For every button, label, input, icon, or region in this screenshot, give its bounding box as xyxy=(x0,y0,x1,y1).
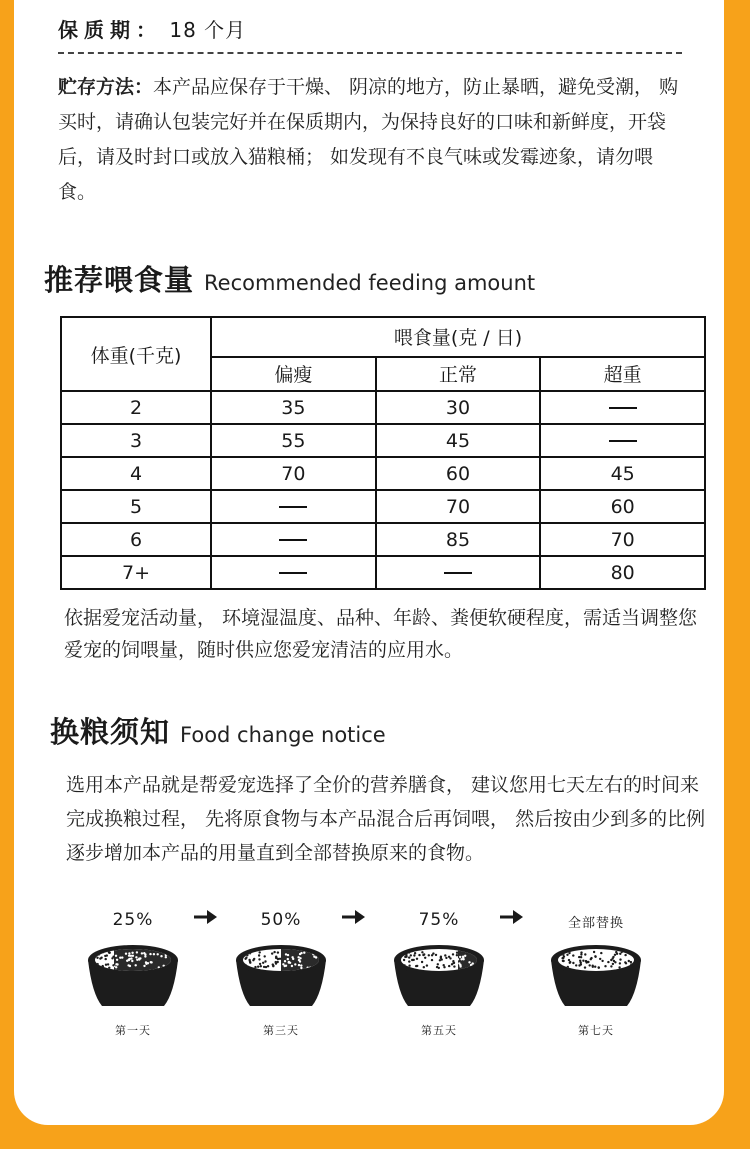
food-change-title-cn: 换粮须知 xyxy=(50,715,171,749)
header-amount: 喂食量(克 / 日) xyxy=(211,317,705,357)
cell-thin: 70 xyxy=(211,457,376,490)
cell-normal xyxy=(376,556,541,589)
feeding-section-title xyxy=(44,258,535,299)
stage-day: 第五天 xyxy=(421,1024,457,1037)
cell-normal: 60 xyxy=(376,457,541,490)
header-weight: 体重(千克) xyxy=(61,317,211,391)
arrow-right-icon xyxy=(193,907,219,932)
dash-mark xyxy=(609,407,637,409)
storage-label: 贮存方法： xyxy=(58,76,154,98)
feeding-table xyxy=(60,316,706,590)
shelf-life-label: 保质期： xyxy=(58,18,162,42)
cell-weight: 4 xyxy=(61,457,211,490)
stage-percent: 全部替换 xyxy=(567,916,624,931)
shelf-life-row xyxy=(58,14,246,43)
cell-normal: 85 xyxy=(376,523,541,556)
cell-normal: 30 xyxy=(376,391,541,424)
stage-4 xyxy=(536,910,656,1038)
dash-mark xyxy=(279,506,307,508)
food-change-title-en: Food change notice xyxy=(180,723,386,747)
food-bowl-icon xyxy=(84,944,182,1008)
stage-percent: 50% xyxy=(260,910,302,930)
table-row xyxy=(61,523,705,556)
cell-over xyxy=(540,424,705,457)
feeding-title-cn: 推荐喂食量 xyxy=(44,263,195,297)
feeding-note: 依据爱宠活动量， 环境湿温度、品种、年龄、粪便软硬程度，需适当调整您爱宠的饲喂量，随时供应您爱宠清洁的应用水。 xyxy=(64,607,698,661)
dash-mark xyxy=(609,440,637,442)
cell-thin xyxy=(211,490,376,523)
stage-day: 第三天 xyxy=(263,1024,299,1037)
header-normal: 正常 xyxy=(376,357,541,391)
table-row xyxy=(61,490,705,523)
cell-normal: 45 xyxy=(376,424,541,457)
table-row xyxy=(61,457,705,490)
dash-mark xyxy=(279,572,307,574)
food-bowl-icon xyxy=(547,944,645,1008)
dash-mark xyxy=(279,539,307,541)
stage-day: 第七天 xyxy=(578,1024,614,1037)
arrow-right-icon xyxy=(499,907,525,932)
stage-2 xyxy=(221,910,341,1038)
storage-text: 本产品应保存于干燥、 阴凉的地方，防止暴晒，避免受潮， 购买时，请确认包装完好并在保质期内，为保持良好的口味和新鲜度，开袋后，请及时封口或放入猫粮桶； 如发现有不良气味或发霉迹象，请勿喂食。 xyxy=(58,76,679,203)
storage-paragraph xyxy=(58,70,688,210)
cell-weight: 5 xyxy=(61,490,211,523)
table-row xyxy=(61,556,705,589)
cell-normal: 70 xyxy=(376,490,541,523)
arrow-right-icon xyxy=(341,907,367,932)
stage-1 xyxy=(73,910,193,1038)
cell-weight: 3 xyxy=(61,424,211,457)
cell-thin: 35 xyxy=(211,391,376,424)
cell-thin: 55 xyxy=(211,424,376,457)
cell-over: 70 xyxy=(540,523,705,556)
food-bowl-icon xyxy=(232,944,330,1008)
cell-over: 45 xyxy=(540,457,705,490)
stage-3 xyxy=(379,910,499,1038)
shelf-life-value: 18 个月 xyxy=(169,18,247,42)
stage-day: 第一天 xyxy=(115,1024,151,1037)
header-thin: 偏瘦 xyxy=(211,357,376,391)
header-over: 超重 xyxy=(540,357,705,391)
food-change-section-title xyxy=(50,710,386,751)
food-change-paragraph: 选用本产品就是帮爱宠选择了全价的营养膳食， 建议您用七天左右的时间来完成换粮过程， 先将原食物与本产品混合后再饲喂， 然后按由少到多的比例逐步增加本产品的用量直到全部替换原来的食物。 xyxy=(66,774,706,864)
cell-thin xyxy=(211,523,376,556)
cell-over xyxy=(540,391,705,424)
stage-percent: 75% xyxy=(418,910,460,930)
food-bowl-icon xyxy=(390,944,488,1008)
cell-over: 60 xyxy=(540,490,705,523)
feeding-title-en: Recommended feeding amount xyxy=(204,271,536,295)
cell-thin xyxy=(211,556,376,589)
table-row xyxy=(61,391,705,424)
stage-percent: 25% xyxy=(112,910,154,930)
cell-weight: 2 xyxy=(61,391,211,424)
cell-weight: 6 xyxy=(61,523,211,556)
cell-over: 80 xyxy=(540,556,705,589)
cell-weight: 7+ xyxy=(61,556,211,589)
dash-mark xyxy=(444,572,472,574)
table-row xyxy=(61,424,705,457)
dashed-divider xyxy=(58,52,682,54)
